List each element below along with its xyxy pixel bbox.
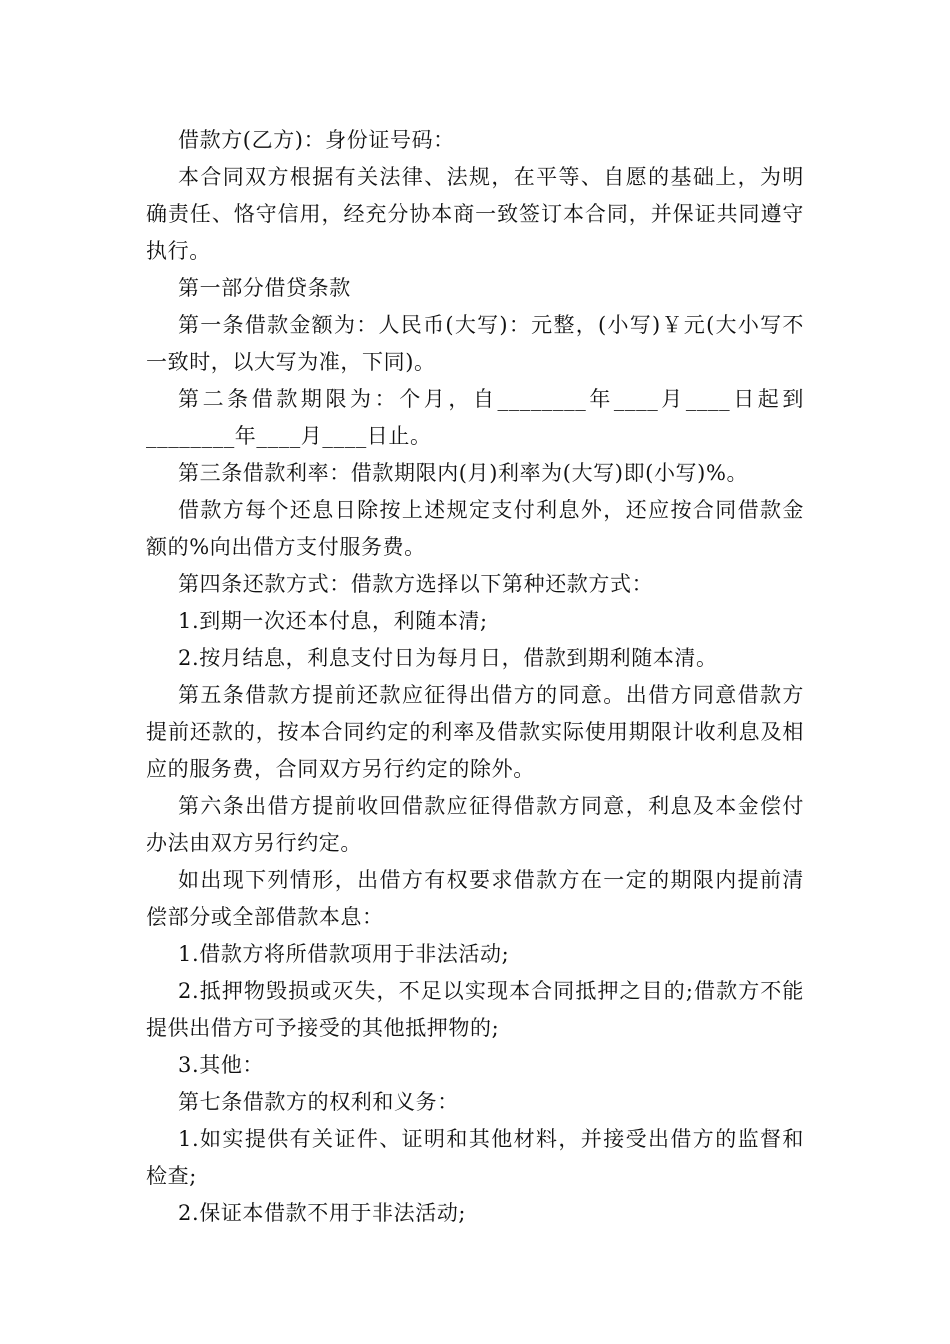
paragraph-preamble: 本合同双方根据有关法律、法规，在平等、自愿的基础上，为明确责任、恪守信用，经充分协本商一致签订本合同，并保证共同遵守执行。 bbox=[146, 165, 804, 263]
list-item: 1.到期一次还本付息，利随本清; bbox=[178, 609, 488, 633]
article-1-loan-amount: 第一条借款金额为：人民币(大写)：元整，(小写)￥元(大小写不一致时，以大写为准，下同)。 bbox=[146, 313, 804, 374]
article-3-interest-rate: 第三条借款利率：借款期限内(月)利率为(大写)即(小写)%。 bbox=[178, 461, 749, 485]
article-6-early-recall: 第六条出借方提前收回借款应征得借款方同意，利息及本金偿付办法由双方另行约定。 bbox=[146, 794, 804, 855]
article-5-early-repayment: 第五条借款方提前还款应征得出借方的同意。出借方同意借款方提前还款的，按本合同约定的利率及借款实际使用期限计收利息及相应的服务费，合同双方另行约定的除外。 bbox=[146, 683, 804, 781]
article-2-loan-term: 第二条借款期限为：个月，自________年____月____日起到________年____月____日止。 bbox=[146, 387, 804, 448]
list-item: 2.保证本借款不用于非法活动; bbox=[178, 1201, 467, 1225]
list-item: 2.按月结息，利息支付日为每月日，借款到期利随本清。 bbox=[178, 646, 718, 670]
article-4-repayment-method: 第四条还款方式：借款方选择以下第种还款方式： bbox=[178, 572, 654, 596]
article-7-borrower-rights: 第七条借款方的权利和义务： bbox=[178, 1090, 459, 1114]
list-item: 1.如实提供有关证件、证明和其他材料，并接受出借方的监督和检查; bbox=[146, 1127, 804, 1188]
paragraph-recall-conditions: 如出现下列情形，出借方有权要求借款方在一定的期限内提前清偿部分或全部借款本息： bbox=[146, 868, 804, 929]
list-item: 3.其他： bbox=[178, 1053, 265, 1077]
list-item: 2.抵押物毁损或灭失，不足以实现本合同抵押之目的;借款方不能提供出借方可予接受的其他抵押物的; bbox=[146, 979, 804, 1040]
paragraph-service-fee: 借款方每个还息日除按上述规定支付利息外，还应按合同借款金额的%向出借方支付服务费。 bbox=[146, 498, 804, 559]
list-item: 1.借款方将所借款项用于非法活动; bbox=[178, 942, 510, 966]
section-heading-loan-terms: 第一部分借贷条款 bbox=[178, 276, 351, 300]
paragraph-borrower-id: 借款方(乙方)：身份证号码： bbox=[178, 128, 455, 152]
